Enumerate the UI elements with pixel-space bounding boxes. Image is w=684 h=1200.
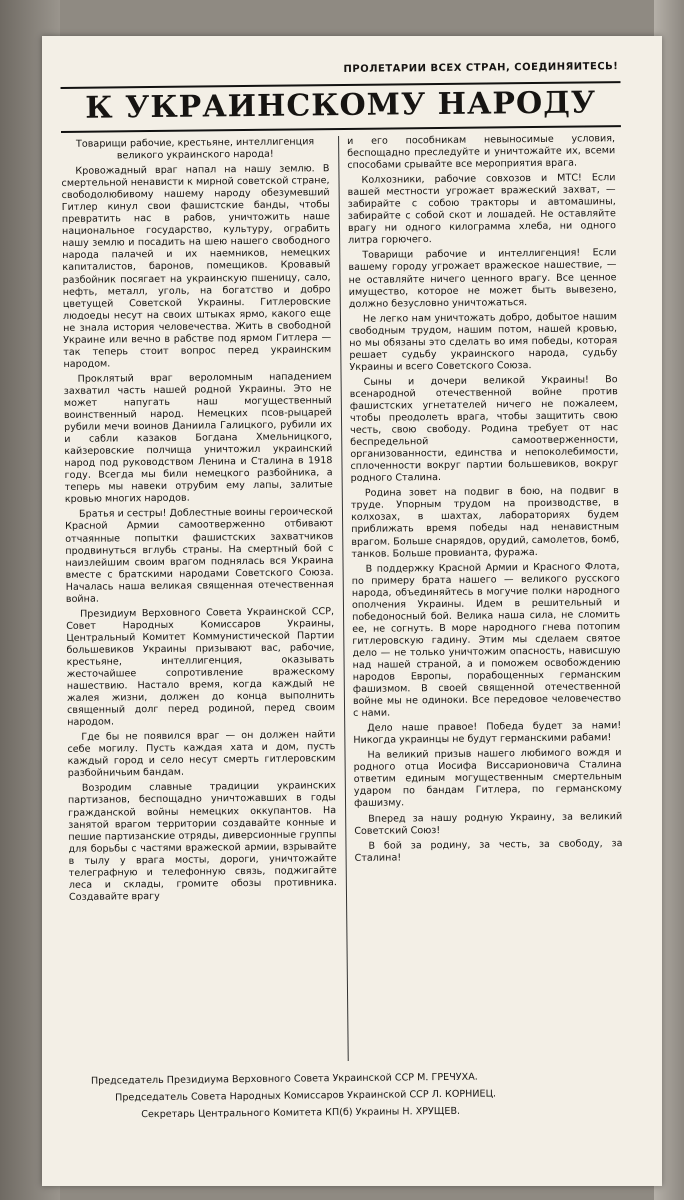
signature-line: Секретарь Центрального Комитета КП(б) Украины Н. ХРУЩЕВ. [141, 1105, 461, 1121]
paragraph: На великий призыв нашего любимого вождя и родного отца Иосифа Виссарионовича Сталина ответим единым могущественным смертельным ударом по бандам Гитлера, по германскому фашизму. [353, 747, 622, 810]
title-rule [61, 125, 621, 133]
paragraph: Товарищи рабочие, крестьяне, интеллигенция великого украинского народа! [75, 136, 315, 162]
paragraph: Кровожадный враг напал на нашу землю. В смертельной ненависти к мирной советской стране, свободолюбивому нашему народу обезумевший Гитлер кинул свои фашистские банды, чтобы превратить нас в рабов, уничтожить наше национальное государство, культуру, ограбить нашу землю и посадить на шею нашего свободного народа палачей и их наемников, немецких капиталистов, баронов, помещиков. Кровавый разбойник посягает на украинскую пшеницу, сало, нефть, металл, уголь, на богатство и добро цветущей Советской Украины. Гитлеровские людоеды несут на своих штыках ярмо, какого еще не знала история человечества. Жить в свободной Украине или вечно в рабстве под ярмом Гитлера — так теперь стоит вопрос перед украинским народом. [61, 163, 332, 370]
paragraph: Дело наше правое! Победа будет за нами! Никогда украинцы не будут германскими рабами! [353, 720, 622, 747]
paragraph: и его пособникам невыносимые условия, беспощадно преследуйте и уничтожайте их, всеми способами срывайте все мероприятия врага. [347, 133, 616, 172]
right-column [347, 133, 623, 867]
paragraph: Возродим славные традиции украинских партизанов, беспощадно уничтожавших в годы гражданской войны немецких оккупантов. На занятой врагом территории создавайте конные и пешие партизанские отряды, диверсионные группы для борьбы с частями вражеской армии, взрывайте в тылу у врага мосты, дороги, уничтожайте телеграфную и телефонную связь, поджигайте леса и склады, громите обозы противника. Создавайте врагу [67, 780, 337, 903]
paragraph: Колхозники, рабочие совхозов и МТС! Если вашей местности угрожает вражеский захват, — забирайте с собою тракторы и автомашины, забирайте с собой скот и лошадей. Не оставляйте врагу ни одного килограмма хлеба, ни одного литра горючего. [347, 172, 617, 247]
paragraph: Проклятый враг вероломным нападением захватил часть нашей родной Украины. Это не может напугать наш могущественный воинственный народ. Немецких псов-рыцарей рубили мечи воинов Даниила Галицкого, рубили их и сабли казаков Богдана Хмельницкого, кайзеровские полчища уничтожил украинский народ под руководством Ленина и Сталина в 1918 году. Всегда мы били немецкого разбойника, а теперь мы навеки отрубим ему лапы, залитые кровью многих народов. [63, 371, 333, 506]
slogan: ПРОЛЕТАРИИ ВСЕХ СТРАН, СОЕДИНЯЙТЕСЬ! [343, 61, 619, 75]
signature-line: Председатель Президиума Верховного Совета Украинской ССР М. ГРЕЧУХА. [90, 1071, 478, 1087]
leaflet [60, 61, 631, 1157]
paragraph: Братья и сестры! Доблестные воины героической Красной Армии самоотверженно отбивают отчаянные попытки фашистских захватчиков продвинуться вглубь страны. На смертный бой с наизлейшим своим врагом поднялась вся Украина вместе с братскими народами Советского Союза. Началась наша великая священная отечественная война. [65, 506, 334, 605]
paragraph: Президиум Верховного Совета Украинской ССР, Совет Народных Комиссаров Украины, Центральный Комитет Коммунистической Партии большевиков Украины призывают вас, рабочие, крестьяне, интеллигенция, оказывать жесточайшее сопротивление вражескому нашествию. Настало время, когда каждый не жалея жизни, должен до конца выполнить священный долг перед родиной, перед своим народом. [66, 605, 336, 729]
paragraph: Где бы не появился враг — он должен найти себе могилу. Пусть каждая хата и дом, пусть каждый город и село несут смерть гитлеровским разбойничьим бандам. [67, 729, 336, 780]
leaflet-title: К УКРАИНСКОМУ НАРОДУ [85, 85, 597, 126]
paragraph: Вперед за нашу родную Украину, за великий Советский Союз! [354, 810, 623, 837]
column-divider [338, 136, 349, 1061]
paragraph: В бой за родину, за честь, за свободу, за Сталина! [354, 837, 623, 864]
left-column [61, 136, 337, 907]
signatures [71, 1067, 631, 1121]
paragraph: Родина зовет на подвиг в бою, на подвиг в труде. Упорным трудом на производстве, в колхозах, в шахтах, лабораториях будем приближать время победы над ненавистным врагом. Больше снарядов, орудий, самолетов, бомб, танков. Больше провианта, фуража. [350, 485, 620, 560]
paragraph: В поддержку Красной Армии и Красного Флота, по примеру брата нашего — великого русского народа, объединяйтесь в могучие полки народного ополчения Украины. Идем в решительный и победоносный бой. Велика наша сила, не сломить ее, не согнуть. В море народного гнева потопим гитлеровскую гадину. Этим мы сделаем святое дело — не только уничтожим опасность, нависшую над нашей страной, а и поможем освобождению народов Европы, порабощенных германским фашизмом. В своей священной отечественной войне мы не одиноки. Все передовое человечество с нами. [351, 560, 622, 720]
paragraph: Сыны и дочери великой Украины! Во всенародной отечественной войне против фашистских угнетателей ничего не пожалеем, чтобы преодолеть врага, чтобы защитить свою честь, свою свободу. Родина требует от нас беспредельной самоотверженности, организованности, единства и непоколебимости, сплоченности вокруг партии большевиков, вокруг родного Сталина. [349, 374, 619, 485]
book-page [42, 36, 662, 1186]
paragraph: Товарищи рабочие и интеллигенция! Если вашему городу угрожает вражеское нашествие, — не оставляйте ничего ценного врагу. Все ценное имущество, которое не может быть вывезено, должно безусловно уничтожаться. [348, 247, 617, 310]
signature-line: Председатель Совета Народных Комиссаров Украинской ССР Л. КОРНИЕЦ. [115, 1088, 497, 1104]
paragraph: Не легко нам уничтожать добро, добытое нашим свободным трудом, нашим потом, нашей кровью, но мы обязаны это сделать во имя победы, которая решает судьбу украинского народа, судьбу Украины и всего Советского Союза. [349, 310, 618, 373]
